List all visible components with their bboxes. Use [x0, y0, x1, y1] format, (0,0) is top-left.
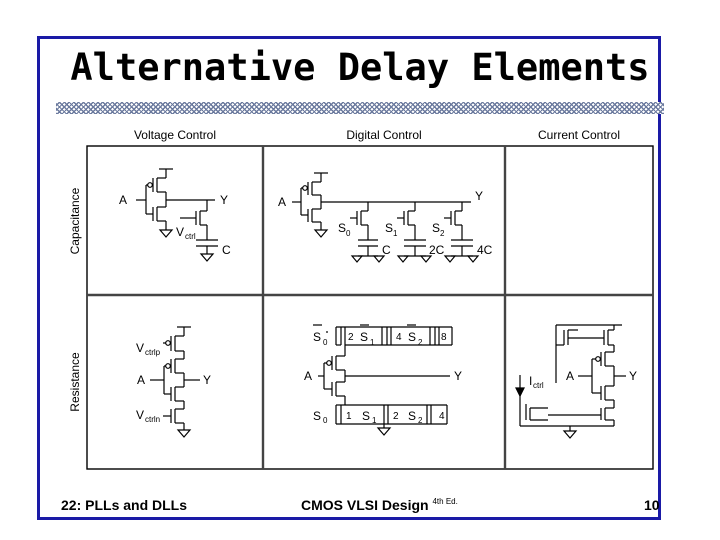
svg-text:S: S: [360, 330, 369, 344]
svg-text:S: S: [432, 221, 441, 235]
svg-text:V: V: [136, 408, 145, 422]
footer-course-title: CMOS VLSI Design: [301, 497, 429, 513]
circuit-voltage-resistance: [136, 327, 211, 437]
svg-text:A: A: [137, 373, 146, 387]
svg-text:0: 0: [323, 338, 328, 347]
col-header-current: Current Control: [537, 128, 621, 142]
svg-text:S: S: [338, 221, 347, 235]
page-number: 10: [644, 497, 660, 513]
svg-text:S: S: [362, 409, 371, 423]
svg-text:S: S: [408, 330, 417, 344]
svg-text:2: 2: [393, 411, 399, 422]
svg-text:ctrlp: ctrlp: [145, 348, 161, 357]
svg-text:ctrl: ctrl: [185, 232, 196, 241]
svg-text:4C: 4C: [477, 243, 493, 257]
svg-text:2: 2: [348, 332, 354, 343]
svg-text:S: S: [313, 409, 322, 423]
col-header-voltage: Voltage Control: [133, 128, 217, 142]
svg-text:C: C: [382, 243, 391, 257]
svg-text:4: 4: [396, 332, 402, 343]
svg-text:V: V: [136, 341, 145, 355]
svg-text:S: S: [408, 409, 417, 423]
svg-text:2: 2: [440, 229, 445, 238]
svg-text:Y: Y: [454, 369, 463, 383]
svg-text:S: S: [313, 330, 322, 344]
circuit-voltage-capacitance: [119, 169, 231, 261]
svg-text:0: 0: [346, 229, 351, 238]
footer-lecture: 22: PLLs and DLLs: [61, 497, 188, 513]
svg-text:2: 2: [418, 416, 423, 425]
svg-text:ctrln: ctrln: [145, 415, 161, 424]
svg-text:A: A: [119, 193, 128, 207]
svg-text:Y: Y: [475, 189, 484, 203]
svg-text:V: V: [176, 225, 185, 239]
svg-text:2C: 2C: [429, 243, 445, 257]
svg-text:1: 1: [370, 338, 375, 347]
footer-edition: 4th Ed.: [432, 497, 458, 506]
svg-text:Y: Y: [220, 193, 229, 207]
svg-text:4: 4: [439, 411, 445, 422]
svg-text:Y: Y: [629, 369, 638, 383]
svg-text:1: 1: [372, 416, 377, 425]
circuit-digital-resistance: [304, 325, 462, 435]
svg-text:A: A: [566, 369, 575, 383]
svg-text:I: I: [529, 374, 533, 388]
circuit-digital-capacitance: [278, 173, 493, 262]
circuit-current-resistance: [516, 325, 637, 438]
svg-text:0: 0: [323, 416, 328, 425]
svg-text:8: 8: [441, 332, 447, 343]
svg-text:S: S: [385, 221, 394, 235]
svg-text:Y: Y: [203, 373, 212, 387]
svg-text:ctrl: ctrl: [533, 381, 544, 390]
slide-title: Alternative Delay Elements: [70, 46, 650, 89]
svg-text:C: C: [222, 243, 231, 257]
svg-text:A: A: [278, 195, 287, 209]
footer-course: [301, 497, 458, 513]
svg-text:A: A: [304, 369, 313, 383]
col-header-digital: Digital Control: [346, 128, 422, 142]
svg-text:1: 1: [393, 229, 398, 238]
svg-text:2: 2: [418, 338, 423, 347]
row-header-resistance: Resistance: [68, 352, 82, 412]
svg-text:1: 1: [346, 411, 352, 422]
row-header-capacitance: Capacitance: [68, 187, 82, 255]
